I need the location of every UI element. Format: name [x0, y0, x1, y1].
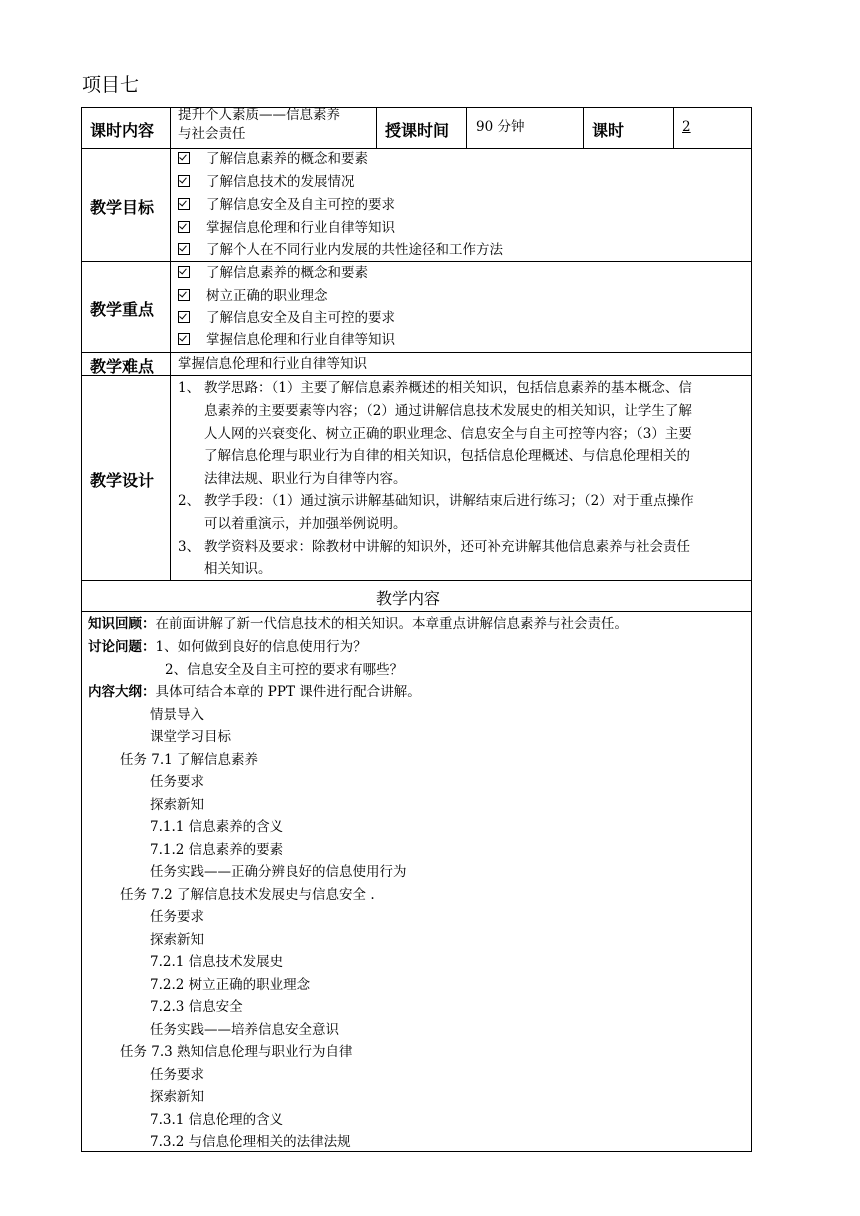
outline-item: 情景导入 [150, 707, 204, 723]
checked-box-icon [178, 243, 190, 255]
design-line: 教学资料及要求：除教材中讲解的知识外，还可补充讲解其他信息素养与社会责任 [204, 539, 690, 555]
outline-item: 任务 7.2 了解信息技术发展史与信息安全 . [120, 887, 375, 903]
review-line: 知识回顾：在前面讲解了新一代信息技术的相关知识。本章重点讲解信息素养与社会责任。 [88, 616, 628, 632]
design-line: 教学手段：（1）通过演示讲解基础知识，讲解结束后进行练习；（2）对于重点操作 [204, 493, 694, 509]
time-value: 90 分钟 [476, 119, 525, 135]
checked-box-icon [178, 311, 190, 323]
outline-item: 探索新知 [150, 1089, 204, 1105]
outline-item: 课堂学习目标 [150, 729, 231, 745]
column-divider [673, 107, 674, 149]
outline-item: 7.3.2 与信息伦理相关的法律法规 [150, 1134, 351, 1150]
outline-item: 7.2.1 信息技术发展史 [150, 954, 284, 970]
row-divider [81, 375, 752, 376]
outline-item: 任务 7.3 熟知信息伦理与职业行为自律 [120, 1044, 353, 1060]
outline-item: 7.3.1 信息伦理的含义 [150, 1112, 284, 1128]
design-line: 了解信息伦理与职业行为自律的相关知识，包括信息伦理概述、与信息伦理相关的 [204, 448, 690, 464]
design-item-number: 2、 [178, 493, 201, 509]
key-points-label: 教学重点 [90, 300, 155, 319]
design-line: 可以着重演示，并加强举例说明。 [204, 516, 407, 532]
column-divider [583, 107, 584, 149]
row-divider [81, 580, 752, 581]
design-line: 息素养的主要要素等内容；（2）通过讲解信息技术发展史的相关知识，让学生了解 [204, 403, 692, 419]
design-item-number: 3、 [178, 539, 201, 555]
content-value-line2: 与社会责任 [178, 126, 246, 142]
objective-item: 了解信息技术的发展情况 [178, 171, 355, 193]
outline-item: 7.2.3 信息安全 [150, 999, 243, 1015]
outline-item: 探索新知 [150, 797, 204, 813]
design-item-number: 1、 [178, 380, 201, 396]
outline-item: 任务实践——培养信息安全意识 [150, 1022, 339, 1038]
objective-item: 了解个人在不同行业内发展的共性途径和工作方法 [178, 239, 503, 261]
design-line: 人人网的兴衰变化、树立正确的职业理念、信息安全与自主可控等内容；（3）主要 [204, 426, 692, 442]
objective-item: 了解信息素养的概念和要素 [178, 148, 368, 170]
outline-item: 探索新知 [150, 932, 204, 948]
content-value-line1: 提升个人素质——信息素养 [178, 107, 340, 123]
checked-box-icon [178, 289, 190, 301]
column-divider [376, 107, 377, 149]
outline-line: 内容大纲：具体可结合本章的 PPT 课件进行配合讲解。 [88, 684, 421, 700]
difficulty-text: 掌握信息伦理和行业自律等知识 [178, 356, 367, 372]
checked-box-icon [178, 266, 190, 278]
design-label: 教学设计 [90, 471, 155, 490]
outline-item: 7.1.1 信息素养的含义 [150, 819, 284, 835]
key-point-item: 树立正确的职业理念 [178, 285, 328, 307]
checked-box-icon [178, 221, 190, 233]
outline-item: 任务 7.1 了解信息素养 [120, 752, 259, 768]
outline-item: 7.2.2 树立正确的职业理念 [150, 977, 311, 993]
column-divider [466, 107, 467, 149]
checked-box-icon [178, 152, 190, 164]
key-point-item: 掌握信息伦理和行业自律等知识 [178, 329, 395, 351]
outline-item: 7.1.2 信息素养的要素 [150, 842, 284, 858]
checked-box-icon [178, 198, 190, 210]
design-line: 教学思路：（1）主要了解信息素养概述的相关知识，包括信息素养的基本概念、信 [204, 380, 692, 396]
project-title: 项目七 [82, 74, 140, 96]
objective-item: 了解信息安全及自主可控的要求 [178, 194, 395, 216]
content-heading: 教学内容 [376, 589, 441, 608]
outline-item: 任务实践——正确分辨良好的信息使用行为 [150, 864, 407, 880]
objectives-label: 教学目标 [90, 198, 155, 217]
key-point-item: 了解信息素养的概念和要素 [178, 262, 368, 284]
hours-label: 课时 [592, 121, 625, 140]
objective-item: 掌握信息伦理和行业自律等知识 [178, 217, 395, 239]
discuss-question: 2、信息安全及自主可控的要求有哪些？ [165, 662, 404, 678]
time-label: 授课时间 [385, 121, 450, 140]
key-point-item: 了解信息安全及自主可控的要求 [178, 307, 395, 329]
hours-value: 2 [682, 119, 691, 135]
content-label: 课时内容 [90, 121, 155, 140]
checked-box-icon [178, 333, 190, 345]
column-divider [170, 107, 171, 581]
row-divider [81, 611, 752, 612]
discuss-line: 讨论问题：1、如何做到良好的信息使用行为？ [88, 639, 367, 655]
outline-item: 任务要求 [150, 1067, 204, 1083]
design-line: 法律法规、职业行为自律等内容。 [204, 471, 407, 487]
checked-box-icon [178, 175, 190, 187]
outline-item: 任务要求 [150, 774, 204, 790]
design-line: 相关知识。 [204, 561, 272, 577]
difficulty-label: 教学难点 [90, 357, 155, 376]
outline-item: 任务要求 [150, 909, 204, 925]
